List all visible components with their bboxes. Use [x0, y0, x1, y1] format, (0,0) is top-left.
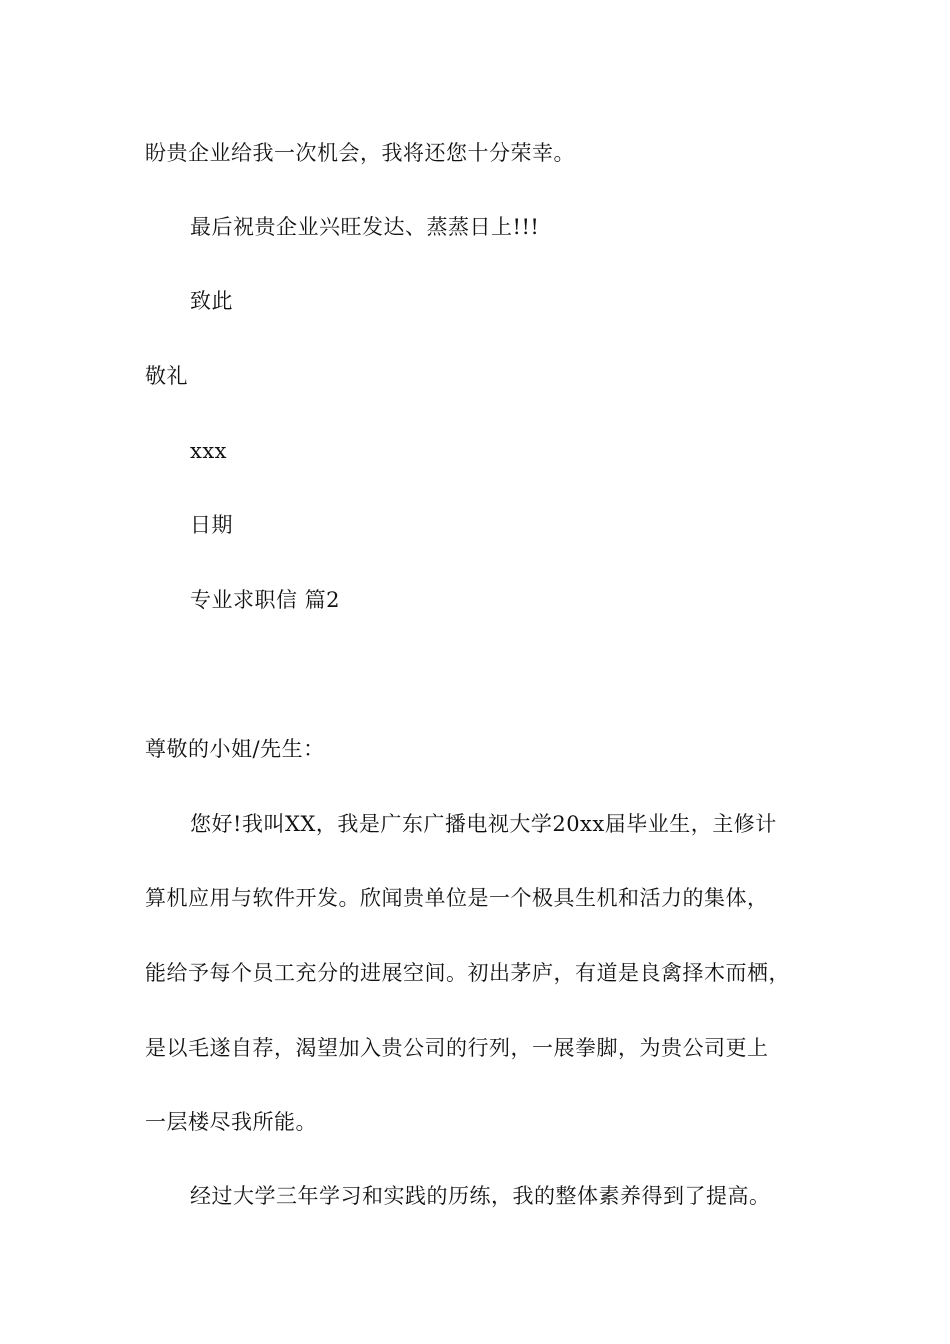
body-paragraph-line: 您好!我叫XX，我是广东广播电视大学20xx届毕业生，主修计 [190, 812, 777, 836]
body-paragraph-line: 算机应用与软件开发。欣闻贵单位是一个极具生机和活力的集体， [145, 886, 769, 910]
text-line-regards: 敬礼 [145, 364, 188, 388]
text-line-wishes: 最后祝贵企业兴旺发达、蒸蒸日上!!! [190, 215, 540, 239]
text-line-closing-request: 盼贵企业给我一次机会，我将还您十分荣幸。 [145, 141, 575, 165]
text-line-salutation-close: 致此 [190, 289, 233, 313]
text-line-date: 日期 [190, 513, 233, 537]
text-line-signature: xxx [190, 439, 228, 463]
body-paragraph-line: 是以毛遂自荐，渴望加入贵公司的行列，一展拳脚，为贵公司更上 [145, 1036, 769, 1060]
body-paragraph-line: 能给予每个员工充分的进展空间。初出茅庐，有道是良禽择木而栖， [145, 961, 790, 985]
body-paragraph-line: 一层楼尽我所能。 [145, 1110, 317, 1134]
body-paragraph-line: 经过大学三年学习和实践的历练，我的整体素养得到了提高。 [190, 1184, 771, 1208]
section-heading: 专业求职信 篇2 [190, 588, 341, 612]
text-line-greeting: 尊敬的小姐/先生： [145, 737, 325, 761]
